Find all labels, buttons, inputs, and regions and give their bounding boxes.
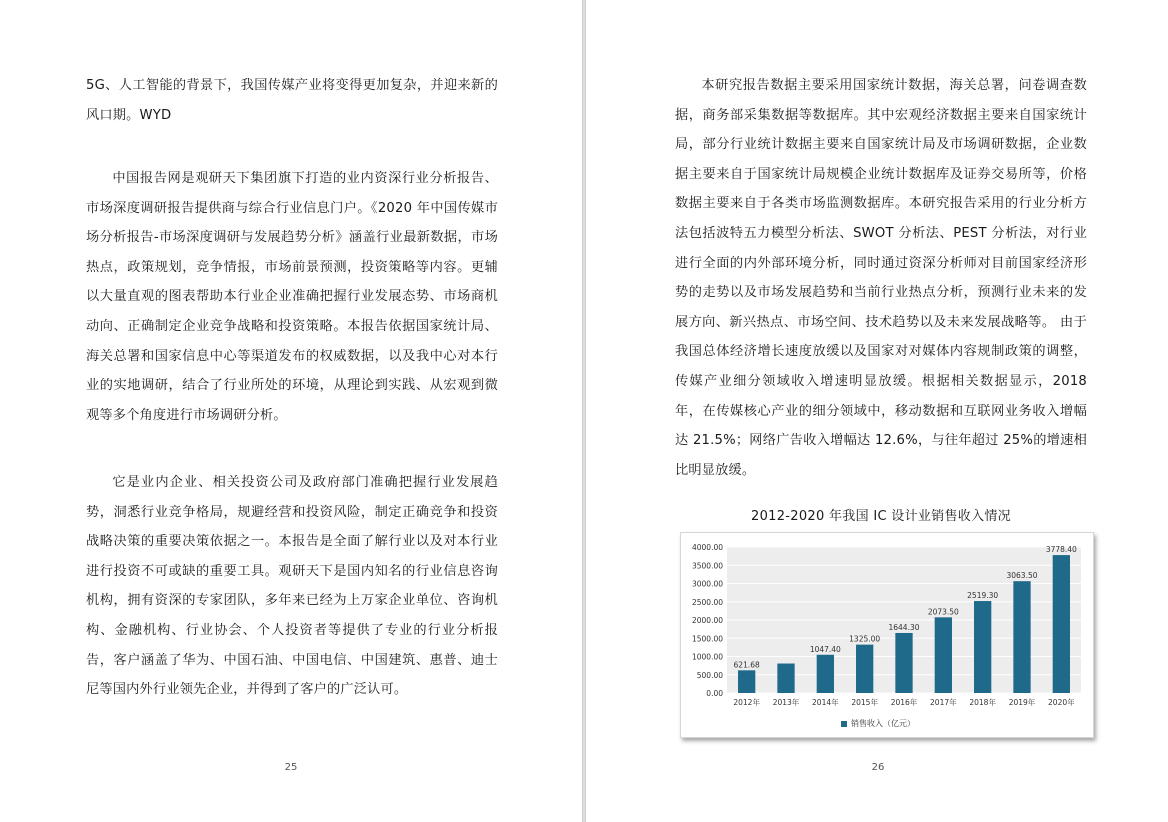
y-tick-label: 2000.00 xyxy=(691,616,723,625)
x-tick-label: 2012年 xyxy=(733,698,760,707)
data-label: 1325.00 xyxy=(849,634,881,644)
legend-label: 销售收入（亿元） xyxy=(851,719,915,728)
bar xyxy=(895,633,912,693)
left-paragraph-1: 5G、人工智能的背景下，我国传媒产业将变得更加复杂，并迎来新的风口期。WYD xyxy=(86,78,498,123)
right-paragraph-1: 本研究报告数据主要采用国家统计数据，海关总署，问卷调查数据，商务部采集数据等数据库。其中宏观经济数据主要来自国家统计局，部分行业统计数据主要来自国家统计局及市场调研数据，企业数据主要来自于国家统计局规模企业统计数据库及证券交易所等，价格数据主要来自于各类市场监测数据库。本研究报告采用的行业分析方法包括波特五力模型分析法、SWOT 分析法、PEST 分析法，对行业进行全面的内外部环境分析，同时通过资深分析师对目前国家经济形势的走势以及市场发展趋势和当前行业热点分析，预测行业未来的发展方向、新兴热点、市场空间、技术趋势以及未来发展战略等。 由于我国总体经济增长速度放缓以及国家对对媒体内容规制政策的调整，传媒产业细分领域收入增速明显放缓。根据相关数据显示，2018 年，在传媒核心产业的细分领域中，移动数据和互联网业务收入增幅达 21.5%；网络广告收入增幅达 12.6%，与往年超过 25%的增速相比明显放缓。 xyxy=(675,78,1087,478)
left-paragraph-2: 中国报告网是观研天下集团旗下打造的业内资深行业分析报告、市场深度调研报告提供商与综合行业信息门户。《2020 年中国传媒市场分析报告-市场深度调研与发展趋势分析》涵盖行业最新数据，市场热点，政策规划，竞争情报，市场前景预测，投资策略等内容。更辅以大量直观的图表帮助本行业企业准确把握行业发展态势、市场商机动向、正确制定企业竞争战略和投资策略。本报告依据国家统计局、海关总署和国家信息中心等渠道发布的权威数据，以及我中心对本行业的实地调研，结合了行业所处的环境，从理论到实践、从宏观到微观等多个角度进行市场调研分析。 xyxy=(86,171,498,423)
y-tick-label: 1500.00 xyxy=(691,634,723,644)
page-number-left: 25 xyxy=(284,762,298,773)
data-label: 1644.30 xyxy=(888,622,920,632)
bar xyxy=(1053,555,1070,693)
x-tick-label: 2015年 xyxy=(851,698,878,707)
data-label: 3778.40 xyxy=(1045,545,1077,555)
x-tick-label: 2016年 xyxy=(890,698,918,707)
y-tick-label: 1000.00 xyxy=(691,652,723,662)
data-label: 2519.30 xyxy=(967,591,999,601)
bar xyxy=(817,655,834,693)
y-tick-label: 0.00 xyxy=(706,689,723,698)
chart-title: 2012-2020 年我国 IC 设计业销售收入情况 xyxy=(751,509,1011,524)
data-label: 3063.50 xyxy=(1006,571,1038,581)
data-label: 621.68 xyxy=(733,660,760,670)
y-tick-label: 3000.00 xyxy=(691,579,723,589)
bar-chart xyxy=(680,532,1094,738)
x-tick-label: 2018年 xyxy=(969,698,996,707)
bar-chart-svg xyxy=(681,533,1093,737)
left-paragraph-3: 它是业内企业、相关投资公司及政府部门准确把握行业发展趋势，洞悉行业竞争格局，规避经营和投资风险，制定正确竞争和投资战略决策的重要决策依据之一。本报告是全面了解行业以及对本行业进行投资不可或缺的重要工具。观研天下是国内知名的行业信息咨询机构，拥有资深的专家团队，多年来已经为上万家企业单位、咨询机构、金融机构、行业协会、个人投资者等提供了专业的行业分析报告，客户涵盖了华为、中国石油、中国电信、中国建筑、惠普、迪士尼等国内外行业领先企业，并得到了客户的广泛认可。 xyxy=(86,475,498,698)
x-tick-label: 2013年 xyxy=(772,698,800,707)
x-tick-label: 2017年 xyxy=(930,698,957,707)
y-tick-label: 4000.00 xyxy=(691,543,723,552)
y-tick-label: 500.00 xyxy=(696,670,723,680)
page-number-right: 26 xyxy=(871,762,885,773)
bar xyxy=(974,601,991,693)
left-page xyxy=(0,0,582,822)
x-tick-label: 2019年 xyxy=(1008,698,1036,707)
legend-swatch xyxy=(841,721,847,727)
bar xyxy=(777,664,794,693)
bar xyxy=(738,670,755,693)
bar xyxy=(935,617,952,693)
chart-legend xyxy=(841,718,915,729)
data-label: 1047.40 xyxy=(809,644,841,654)
x-tick-label: 2020年 xyxy=(1048,698,1075,707)
x-tick-label: 2014年 xyxy=(812,698,839,707)
y-tick-label: 3500.00 xyxy=(691,561,723,571)
bar xyxy=(856,645,873,693)
data-label: 2073.50 xyxy=(927,607,959,617)
right-page xyxy=(586,0,1168,822)
bar xyxy=(1013,581,1030,693)
y-tick-label: 2500.00 xyxy=(691,597,723,607)
